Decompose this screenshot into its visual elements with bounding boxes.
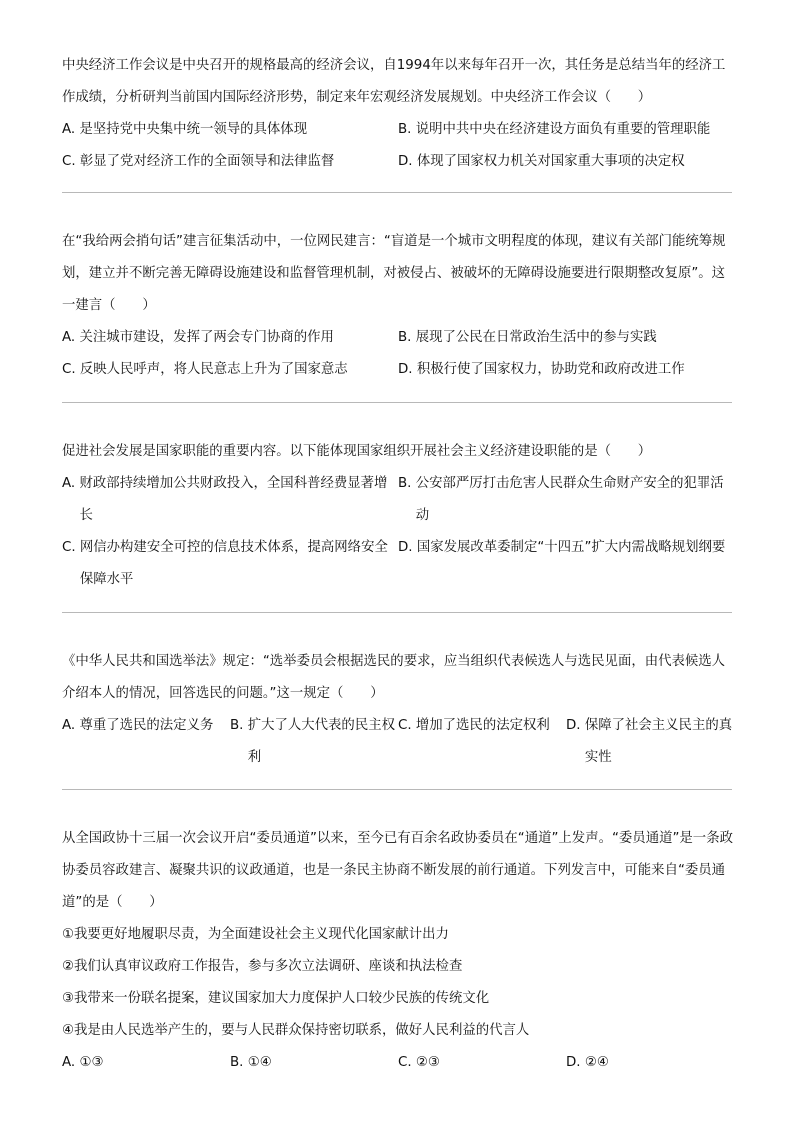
option-letter: C. xyxy=(62,540,80,555)
option-a[interactable] xyxy=(62,1047,230,1079)
options-row xyxy=(62,354,734,386)
question-divider xyxy=(62,612,732,613)
option-a[interactable] xyxy=(62,322,398,354)
option-d[interactable] xyxy=(398,354,734,386)
question-2 xyxy=(62,226,734,386)
option-a[interactable] xyxy=(62,710,230,774)
option-text: 关注城市建设，发挥了两会专门协商的作用 xyxy=(79,330,334,345)
options-row xyxy=(62,468,734,532)
option-d[interactable] xyxy=(398,532,734,596)
question-2-stem: 在“我给两会捎句话”建言征集活动中，一位网民建言：“盲道是一个城市文明程度的体现，建议有关部门能统筹规划，建立并不断完善无障碍设施建设和监督管理机制，对被侵占、被破坏的无障碍设施要进行限期整改复原”。这一建言（ ） xyxy=(62,234,726,313)
option-text: ①④ xyxy=(247,1055,272,1070)
option-letter: D. xyxy=(398,540,417,555)
option-text: 展现了公民在日常政治生活中的参与实践 xyxy=(415,330,657,345)
question-1 xyxy=(62,50,734,178)
options-row xyxy=(62,114,734,146)
question-divider xyxy=(62,789,732,790)
statement-item: ①我要更好地履职尽责，为全面建设社会主义现代化国家献计出力 xyxy=(62,927,449,942)
option-text: 公安部严厉打击危害人民群众生命财产安全的犯罪活动 xyxy=(415,476,724,523)
option-text: 国家发展改革委制定“十四五”扩大内需战略规划纲要 xyxy=(416,540,726,555)
option-a[interactable] xyxy=(62,114,398,146)
option-c[interactable] xyxy=(62,146,398,178)
option-text: ②④ xyxy=(584,1055,609,1070)
options-row xyxy=(62,532,734,596)
question-divider xyxy=(62,402,732,403)
options-row xyxy=(62,146,734,178)
option-b[interactable] xyxy=(398,114,734,146)
statement-item: ③我带来一份联名提案，建议国家加大力度保护人口较少民族的传统文化 xyxy=(62,991,490,1006)
option-text: 是坚持党中央集中统一领导的具体体现 xyxy=(79,122,308,137)
option-letter: D. xyxy=(566,1055,585,1070)
option-letter: B. xyxy=(398,122,416,137)
option-letter: B. xyxy=(230,1055,248,1070)
option-text: ①③ xyxy=(79,1055,104,1070)
option-letter: D. xyxy=(566,718,585,733)
option-b[interactable] xyxy=(230,1047,398,1079)
option-d[interactable] xyxy=(566,710,734,774)
option-text: 说明中共中央在经济建设方面负有重要的管理职能 xyxy=(415,122,711,137)
option-text: 彰显了党对经济工作的全面领导和法律监督 xyxy=(79,154,335,169)
option-text: ②③ xyxy=(415,1055,440,1070)
option-letter: D. xyxy=(398,362,417,377)
statement-item: ④我是由人民选举产生的，要与人民群众保持密切联系，做好人民利益的代言人 xyxy=(62,1023,530,1038)
option-b[interactable] xyxy=(230,710,398,774)
option-letter: B. xyxy=(398,476,416,491)
option-letter: B. xyxy=(398,330,416,345)
option-c[interactable] xyxy=(62,354,398,386)
option-letter: A. xyxy=(62,122,80,137)
question-5 xyxy=(62,823,734,1079)
question-3 xyxy=(62,436,734,596)
options-row xyxy=(62,322,734,354)
option-letter: C. xyxy=(62,154,80,169)
option-letter: A. xyxy=(62,476,80,491)
option-text: 积极行使了国家权力，协助党和政府改进工作 xyxy=(416,362,685,377)
question-4 xyxy=(62,646,734,774)
option-b[interactable] xyxy=(398,468,734,532)
option-text: 扩大了人大代表的民主权利 xyxy=(247,718,395,765)
option-letter: A. xyxy=(62,718,80,733)
option-b[interactable] xyxy=(398,322,734,354)
option-a[interactable] xyxy=(62,468,398,532)
option-letter: C. xyxy=(62,362,80,377)
question-5-stem: 从全国政协十三届一次会议开启“委员通道”以来，至今已有百余名政协委员在“通道”上发声。“委员通道”是一条政协委员容政建言、凝聚共识的议政通道，也是一条民主协商不断发展的前行通道。下列发言中，可能来自“委员通道”的是（ ） xyxy=(62,831,733,910)
question-4-stem: 《中华人民共和国选举法》规定：“选举委员会根据选民的要求，应当组织代表候选人与选民见面，由代表候选人介绍本人的情况，回答选民的问题。”这一规定（ ） xyxy=(62,654,726,701)
option-letter: C. xyxy=(398,1055,416,1070)
question-1-stem: 中央经济工作会议是中央召开的规格最高的经济会议，自1994年以来每年召开一次，其任务是总结当年的经济工作成绩，分析研判当前国内国际经济形势，制定来年宏观经济发展规划。中央经济工作会议（ ） xyxy=(62,58,726,105)
question-divider xyxy=(62,192,732,193)
option-letter: B. xyxy=(230,718,248,733)
question-3-stem: 促进社会发展是国家职能的重要内容。以下能体现国家组织开展社会主义经济建设职能的是（ ） xyxy=(62,444,652,459)
option-letter: D. xyxy=(398,154,417,169)
statement-item: ②我们认真审议政府工作报告，参与多次立法调研、座谈和执法检查 xyxy=(62,959,463,974)
option-letter: A. xyxy=(62,1055,80,1070)
option-letter: A. xyxy=(62,330,80,345)
option-text: 增加了选民的法定权利 xyxy=(415,718,550,733)
option-c[interactable] xyxy=(398,1047,566,1079)
option-d[interactable] xyxy=(566,1047,734,1079)
option-text: 保障了社会主义民主的真实性 xyxy=(584,718,733,765)
option-d[interactable] xyxy=(398,146,734,178)
option-c[interactable] xyxy=(398,710,566,774)
option-c[interactable] xyxy=(62,532,398,596)
option-text: 尊重了选民的法定义务 xyxy=(79,718,214,733)
option-text: 财政部持续增加公共财政投入，全国科普经费显著增长 xyxy=(79,476,388,523)
option-text: 体现了国家权力机关对国家重大事项的决定权 xyxy=(416,154,685,169)
option-letter: C. xyxy=(398,718,416,733)
options-row xyxy=(62,1047,734,1079)
option-text: 反映人民呼声，将人民意志上升为了国家意志 xyxy=(79,362,348,377)
options-row xyxy=(62,710,734,774)
option-text: 网信办构建安全可控的信息技术体系，提高网络安全保障水平 xyxy=(79,540,388,587)
